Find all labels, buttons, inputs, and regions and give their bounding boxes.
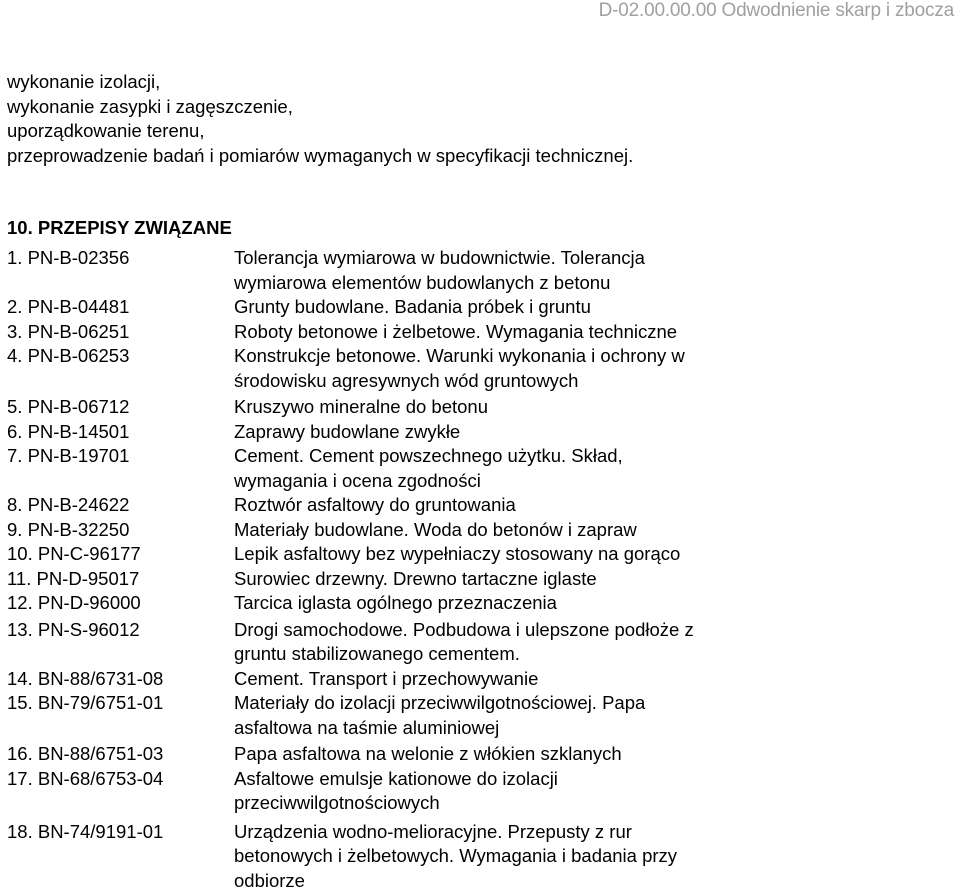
reference-title-line: Roztwór asfaltowy do gruntowania [234, 493, 960, 518]
reference-title-line: Asfaltowe emulsje kationowe do izolacji [234, 767, 960, 792]
reference-item [0, 618, 960, 667]
reference-title [234, 767, 960, 816]
reference-title [234, 295, 960, 320]
reference-item [0, 820, 960, 893]
reference-number: 2. PN-B-04481 [7, 295, 129, 320]
reference-item [0, 295, 960, 320]
reference-number: 1. PN-B-02356 [7, 246, 129, 271]
reference-number: 14. BN-88/6731-08 [7, 667, 163, 692]
reference-item [0, 344, 960, 393]
reference-title-line: wymagania i ocena zgodności [234, 469, 960, 494]
reference-item [0, 591, 960, 616]
reference-title-line: Tarcica iglasta ogólnego przeznaczenia [234, 591, 960, 616]
reference-item [0, 246, 960, 295]
reference-title-line: Materiały budowlane. Woda do betonów i zapraw [234, 518, 960, 543]
reference-item [0, 420, 960, 445]
reference-number: 7. PN-B-19701 [7, 444, 129, 469]
reference-number: 9. PN-B-32250 [7, 518, 129, 543]
reference-title-line: Surowiec drzewny. Drewno tartaczne iglaste [234, 567, 960, 592]
intro-line: wykonanie izolacji, [7, 70, 633, 95]
reference-title-line: betonowych i żelbetowych. Wymagania i badania przy [234, 844, 960, 869]
reference-number: 5. PN-B-06712 [7, 395, 129, 420]
reference-item [0, 493, 960, 518]
reference-title-line: Lepik asfaltowy bez wypełniaczy stosowany na gorąco [234, 542, 960, 567]
reference-title [234, 320, 960, 345]
reference-title-line: gruntu stabilizowanego cementem. [234, 642, 960, 667]
reference-title-line: asfaltowa na taśmie aluminiowej [234, 716, 960, 741]
reference-title [234, 444, 960, 493]
reference-item [0, 567, 960, 592]
reference-title-line: środowisku agresywnych wód gruntowych [234, 369, 960, 394]
reference-title [234, 667, 960, 692]
reference-number: 16. BN-88/6751-03 [7, 742, 163, 767]
reference-item [0, 444, 960, 493]
reference-number: 12. PN-D-96000 [7, 591, 141, 616]
reference-title-line: wymiarowa elementów budowlanych z betonu [234, 271, 960, 296]
reference-number: 8. PN-B-24622 [7, 493, 129, 518]
reference-title-line: Konstrukcje betonowe. Warunki wykonania i ochrony w [234, 344, 960, 369]
reference-title-line: Cement. Cement powszechnego użytku. Skład, [234, 444, 960, 469]
reference-title-line: Drogi samochodowe. Podbudowa i ulepszone podłoże z [234, 618, 960, 643]
reference-title [234, 742, 960, 767]
reference-item [0, 742, 960, 767]
reference-item [0, 395, 960, 420]
intro-line: wykonanie zasypki i zagęszczenie, [7, 95, 633, 120]
reference-title [234, 591, 960, 616]
reference-title-line: Grunty budowlane. Badania próbek i gruntu [234, 295, 960, 320]
reference-item [0, 767, 960, 816]
reference-title [234, 420, 960, 445]
reference-number: 11. PN-D-95017 [7, 567, 139, 592]
reference-item [0, 691, 960, 740]
reference-title [234, 542, 960, 567]
reference-number: 17. BN-68/6753-04 [7, 767, 163, 792]
reference-title-line: Materiały do izolacji przeciwwilgotnościowej. Papa [234, 691, 960, 716]
reference-title [234, 518, 960, 543]
intro-line: przeprowadzenie badań i pomiarów wymaganych w specyfikacji technicznej. [7, 144, 633, 169]
reference-item [0, 518, 960, 543]
reference-number: 13. PN-S-96012 [7, 618, 140, 643]
reference-title [234, 344, 960, 393]
reference-title-line: Tolerancja wymiarowa w budownictwie. Tolerancja [234, 246, 960, 271]
reference-title-line: przeciwwilgotnościowych [234, 791, 960, 816]
intro-line: uporządkowanie terenu, [7, 119, 633, 144]
reference-title [234, 493, 960, 518]
reference-title [234, 618, 960, 667]
reference-title-line: Kruszywo mineralne do betonu [234, 395, 960, 420]
intro-list [7, 70, 633, 168]
reference-title-line: odbiorze [234, 869, 960, 893]
reference-title-line: Urządzenia wodno-melioracyjne. Przepusty z rur [234, 820, 960, 845]
document-header: D-02.00.00.00 Odwodnienie skarp i zbocza [599, 0, 954, 22]
reference-item [0, 667, 960, 692]
reference-title-line: Roboty betonowe i żelbetowe. Wymagania techniczne [234, 320, 960, 345]
reference-number: 4. PN-B-06253 [7, 344, 129, 369]
reference-number: 15. BN-79/6751-01 [7, 691, 163, 716]
reference-item [0, 542, 960, 567]
reference-title [234, 567, 960, 592]
reference-title-line: Papa asfaltowa na welonie z włókien szklanych [234, 742, 960, 767]
reference-number: 3. PN-B-06251 [7, 320, 129, 345]
reference-number: 18. BN-74/9191-01 [7, 820, 163, 845]
reference-number: 10. PN-C-96177 [7, 542, 141, 567]
reference-number: 6. PN-B-14501 [7, 420, 129, 445]
reference-item [0, 320, 960, 345]
references-list [0, 246, 960, 893]
reference-title [234, 820, 960, 893]
reference-title [234, 691, 960, 740]
reference-title [234, 395, 960, 420]
reference-title-line: Zaprawy budowlane zwykłe [234, 420, 960, 445]
reference-title-line: Cement. Transport i przechowywanie [234, 667, 960, 692]
reference-title [234, 246, 960, 295]
section-title: 10. PRZEPISY ZWIĄZANE [7, 216, 232, 240]
